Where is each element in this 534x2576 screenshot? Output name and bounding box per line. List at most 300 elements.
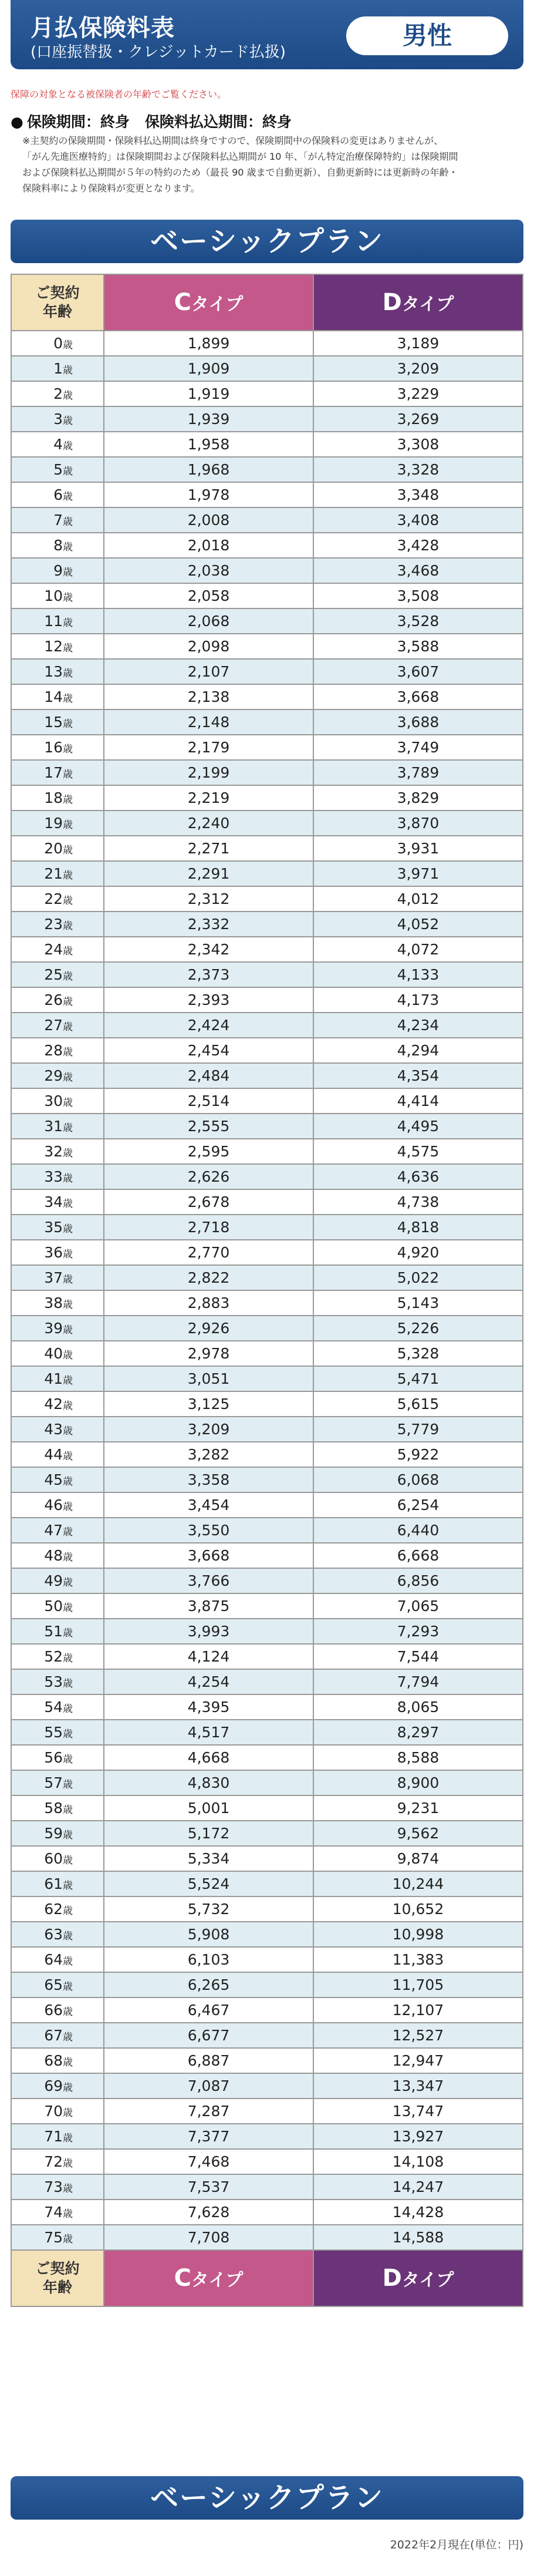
c-type-premium-cell: 2,018 bbox=[104, 533, 313, 558]
c-type-premium-cell: 2,271 bbox=[104, 836, 313, 861]
age-cell: 41歳 bbox=[11, 1366, 104, 1391]
c-type-premium-cell: 2,038 bbox=[104, 558, 313, 583]
table-row bbox=[11, 1795, 523, 1821]
c-type-premium-cell: 2,199 bbox=[104, 760, 313, 785]
age-cell: 13歳 bbox=[11, 659, 104, 684]
payment-method-subtitle: (口座振替扱・クレジットカード払扱) bbox=[31, 43, 286, 61]
table-row bbox=[11, 1316, 523, 1341]
d-type-premium-cell: 5,922 bbox=[313, 1442, 523, 1467]
table-row bbox=[11, 987, 523, 1013]
d-type-premium-cell: 4,354 bbox=[313, 1063, 523, 1088]
age-cell: 42歳 bbox=[11, 1391, 104, 1417]
d-type-premium-cell: 8,065 bbox=[313, 1694, 523, 1720]
age-cell: 14歳 bbox=[11, 684, 104, 709]
c-type-premium-cell: 5,732 bbox=[104, 1896, 313, 1922]
d-type-premium-cell: 6,440 bbox=[313, 1518, 523, 1543]
table-footer-row bbox=[11, 2250, 523, 2306]
header-panel bbox=[11, 0, 523, 69]
table-header-row bbox=[11, 274, 523, 331]
age-cell: 1歳 bbox=[11, 356, 104, 381]
table-row bbox=[11, 684, 523, 709]
table-row bbox=[11, 962, 523, 987]
c-type-premium-cell: 2,926 bbox=[104, 1316, 313, 1341]
d-type-premium-cell: 9,231 bbox=[313, 1795, 523, 1821]
c-type-premium-cell: 2,240 bbox=[104, 811, 313, 836]
table-row bbox=[11, 1694, 523, 1720]
d-type-premium-cell: 3,931 bbox=[313, 836, 523, 861]
d-type-premium-cell: 9,874 bbox=[313, 1846, 523, 1871]
d-type-premium-cell: 10,244 bbox=[313, 1871, 523, 1896]
table-row bbox=[11, 1013, 523, 1038]
table-row bbox=[11, 1947, 523, 1972]
d-type-premium-cell: 3,789 bbox=[313, 760, 523, 785]
c-type-premium-cell: 4,124 bbox=[104, 1644, 313, 1669]
d-type-premium-cell: 14,247 bbox=[313, 2174, 523, 2200]
age-cell: 56歳 bbox=[11, 1745, 104, 1770]
d-type-premium-cell: 4,234 bbox=[313, 1013, 523, 1038]
d-type-premium-cell: 14,588 bbox=[313, 2225, 523, 2250]
d-type-premium-cell: 7,794 bbox=[313, 1669, 523, 1694]
age-cell: 44歳 bbox=[11, 1442, 104, 1467]
age-cell: 54歳 bbox=[11, 1694, 104, 1720]
table-row bbox=[11, 2174, 523, 2200]
d-type-premium-cell: 3,749 bbox=[313, 735, 523, 760]
c-type-premium-cell: 2,883 bbox=[104, 1290, 313, 1316]
date-unit-note: 2022年2月現在(単位：円) bbox=[390, 2538, 523, 2551]
age-cell: 52歳 bbox=[11, 1644, 104, 1669]
age-cell: 47歳 bbox=[11, 1518, 104, 1543]
table-row bbox=[11, 1871, 523, 1896]
age-cell: 22歳 bbox=[11, 886, 104, 912]
fine-print-line: および保険料払込期間が５年の特約のため（最長 90 歳まで自動更新）、自動更新時には更新時の年齢・ bbox=[22, 167, 458, 178]
c-type-premium-cell: 3,766 bbox=[104, 1568, 313, 1593]
age-cell: 66歳 bbox=[11, 1997, 104, 2023]
table-row bbox=[11, 937, 523, 962]
plan-banner-top: ベーシックプラン bbox=[11, 220, 523, 263]
table-row bbox=[11, 2023, 523, 2048]
d-type-premium-cell: 8,900 bbox=[313, 1770, 523, 1795]
plan-banner-bottom: ベーシックプラン bbox=[11, 2476, 523, 2520]
c-type-premium-cell: 6,265 bbox=[104, 1972, 313, 1997]
d-type-premium-cell: 5,143 bbox=[313, 1290, 523, 1316]
age-cell: 37歳 bbox=[11, 1265, 104, 1290]
c-type-premium-cell: 6,887 bbox=[104, 2048, 313, 2073]
table-row bbox=[11, 861, 523, 886]
c-type-premium-cell: 7,708 bbox=[104, 2225, 313, 2250]
c-type-premium-cell: 1,899 bbox=[104, 331, 313, 356]
age-cell: 53歳 bbox=[11, 1669, 104, 1694]
d-type-premium-cell: 4,575 bbox=[313, 1139, 523, 1164]
c-type-premium-cell: 2,373 bbox=[104, 962, 313, 987]
table-row bbox=[11, 1518, 523, 1543]
d-type-premium-cell: 3,308 bbox=[313, 432, 523, 457]
d-type-premium-cell: 3,229 bbox=[313, 381, 523, 406]
table-row bbox=[11, 1770, 523, 1795]
c-type-premium-cell: 6,677 bbox=[104, 2023, 313, 2048]
c-type-premium-cell: 2,822 bbox=[104, 1265, 313, 1290]
c-type-premium-cell: 1,939 bbox=[104, 406, 313, 432]
d-type-premium-cell: 3,528 bbox=[313, 608, 523, 634]
c-type-premium-cell: 3,454 bbox=[104, 1492, 313, 1518]
c-type-premium-cell: 3,125 bbox=[104, 1391, 313, 1417]
age-cell: 9歳 bbox=[11, 558, 104, 583]
table-row bbox=[11, 1139, 523, 1164]
c-type-premium-cell: 3,209 bbox=[104, 1417, 313, 1442]
fine-print-line: ※主契約の保険期間・保険料払込期間は終身ですので、保険期間中の保険料の変更はありませんが、 bbox=[22, 135, 444, 146]
fine-print-line: 保険料率により保険料が変更となります。 bbox=[22, 183, 200, 194]
c-type-premium-cell: 2,332 bbox=[104, 912, 313, 937]
insurance-period-line bbox=[11, 110, 292, 132]
age-cell: 55歳 bbox=[11, 1720, 104, 1745]
table-row bbox=[11, 886, 523, 912]
age-cell: 18歳 bbox=[11, 785, 104, 811]
age-cell: 24歳 bbox=[11, 937, 104, 962]
c-type-premium-cell: 1,919 bbox=[104, 381, 313, 406]
age-cell: 61歳 bbox=[11, 1871, 104, 1896]
table-row bbox=[11, 659, 523, 684]
d-type-premium-cell: 13,927 bbox=[313, 2124, 523, 2149]
d-type-premium-cell: 13,347 bbox=[313, 2073, 523, 2099]
table-row bbox=[11, 406, 523, 432]
age-cell: 12歳 bbox=[11, 634, 104, 659]
table-row bbox=[11, 1846, 523, 1871]
c-type-premium-cell: 1,978 bbox=[104, 482, 313, 507]
table-row bbox=[11, 1290, 523, 1316]
age-cell: 49歳 bbox=[11, 1568, 104, 1593]
d-type-premium-cell: 10,652 bbox=[313, 1896, 523, 1922]
d-type-premium-cell: 3,688 bbox=[313, 709, 523, 735]
age-cell: 68歳 bbox=[11, 2048, 104, 2073]
age-cell: 43歳 bbox=[11, 1417, 104, 1442]
age-cell: 34歳 bbox=[11, 1189, 104, 1215]
table-row bbox=[11, 1972, 523, 1997]
table-row bbox=[11, 331, 523, 356]
d-type-premium-cell: 3,269 bbox=[313, 406, 523, 432]
c-type-premium-cell: 3,550 bbox=[104, 1518, 313, 1543]
table-row bbox=[11, 735, 523, 760]
table-row bbox=[11, 1189, 523, 1215]
table-row bbox=[11, 2200, 523, 2225]
d-type-premium-cell: 3,408 bbox=[313, 507, 523, 533]
c-type-premium-cell: 7,087 bbox=[104, 2073, 313, 2099]
table-row bbox=[11, 1366, 523, 1391]
d-type-premium-cell: 3,189 bbox=[313, 331, 523, 356]
table-row bbox=[11, 2124, 523, 2149]
table-row bbox=[11, 1038, 523, 1063]
age-cell: 7歳 bbox=[11, 507, 104, 533]
c-type-premium-cell: 2,098 bbox=[104, 634, 313, 659]
age-cell: 65歳 bbox=[11, 1972, 104, 1997]
d-type-premium-cell: 12,107 bbox=[313, 1997, 523, 2023]
age-cell: 39歳 bbox=[11, 1316, 104, 1341]
d-type-premium-cell: 10,998 bbox=[313, 1922, 523, 1947]
gender-badge: 男性 bbox=[346, 16, 508, 55]
table-row bbox=[11, 1442, 523, 1467]
age-column-header: ご契約 年齢 bbox=[11, 274, 104, 331]
age-cell: 8歳 bbox=[11, 533, 104, 558]
d-type-premium-cell: 3,829 bbox=[313, 785, 523, 811]
c-type-premium-cell: 2,454 bbox=[104, 1038, 313, 1063]
age-cell: 48歳 bbox=[11, 1543, 104, 1568]
table-row bbox=[11, 608, 523, 634]
d-type-premium-cell: 6,068 bbox=[313, 1467, 523, 1492]
table-row bbox=[11, 1417, 523, 1442]
d-type-premium-cell: 13,747 bbox=[313, 2099, 523, 2124]
age-cell: 45歳 bbox=[11, 1467, 104, 1492]
table-row bbox=[11, 1644, 523, 1669]
c-type-premium-cell: 6,103 bbox=[104, 1947, 313, 1972]
age-cell: 21歳 bbox=[11, 861, 104, 886]
d-type-premium-cell: 12,947 bbox=[313, 2048, 523, 2073]
premium-table bbox=[11, 274, 523, 2307]
table-row bbox=[11, 1492, 523, 1518]
c-type-premium-cell: 2,068 bbox=[104, 608, 313, 634]
age-cell: 17歳 bbox=[11, 760, 104, 785]
d-type-premium-cell: 9,562 bbox=[313, 1821, 523, 1846]
c-type-premium-cell: 7,287 bbox=[104, 2099, 313, 2124]
d-type-premium-cell: 5,328 bbox=[313, 1341, 523, 1366]
age-notice: 保障の対象となる被保険者の年齢でご覧ください。 bbox=[11, 89, 227, 100]
table-row bbox=[11, 1922, 523, 1947]
table-row bbox=[11, 760, 523, 785]
d-type-premium-cell: 3,209 bbox=[313, 356, 523, 381]
c-type-premium-cell: 2,718 bbox=[104, 1215, 313, 1240]
d-type-premium-cell: 11,705 bbox=[313, 1972, 523, 1997]
age-cell: 31歳 bbox=[11, 1114, 104, 1139]
c-type-premium-cell: 6,467 bbox=[104, 1997, 313, 2023]
c-type-premium-cell: 7,468 bbox=[104, 2149, 313, 2174]
c-type-premium-cell: 2,107 bbox=[104, 659, 313, 684]
c-type-premium-cell: 4,517 bbox=[104, 1720, 313, 1745]
table-row bbox=[11, 1114, 523, 1139]
table-row bbox=[11, 2073, 523, 2099]
d-type-premium-cell: 6,856 bbox=[313, 1568, 523, 1593]
table-row bbox=[11, 1745, 523, 1770]
c-type-premium-cell: 4,830 bbox=[104, 1770, 313, 1795]
bullet-icon: ● bbox=[11, 113, 23, 130]
table-row bbox=[11, 457, 523, 482]
d-type-premium-cell: 6,668 bbox=[313, 1543, 523, 1568]
age-cell: 36歳 bbox=[11, 1240, 104, 1265]
age-cell: 64歳 bbox=[11, 1947, 104, 1972]
d-type-premium-cell: 7,544 bbox=[313, 1644, 523, 1669]
d-type-premium-cell: 4,052 bbox=[313, 912, 523, 937]
table-row bbox=[11, 1467, 523, 1492]
table-row bbox=[11, 785, 523, 811]
age-cell: 62歳 bbox=[11, 1896, 104, 1922]
table-row bbox=[11, 1543, 523, 1568]
table-row bbox=[11, 533, 523, 558]
c-type-premium-cell: 7,628 bbox=[104, 2200, 313, 2225]
d-type-premium-cell: 4,173 bbox=[313, 987, 523, 1013]
age-cell: 63歳 bbox=[11, 1922, 104, 1947]
d-type-premium-cell: 5,615 bbox=[313, 1391, 523, 1417]
d-type-premium-cell: 12,527 bbox=[313, 2023, 523, 2048]
age-cell: 70歳 bbox=[11, 2099, 104, 2124]
age-cell: 59歳 bbox=[11, 1821, 104, 1846]
d-type-premium-cell: 4,414 bbox=[313, 1088, 523, 1114]
c-type-premium-cell: 2,484 bbox=[104, 1063, 313, 1088]
d-type-premium-cell: 3,668 bbox=[313, 684, 523, 709]
d-type-premium-cell: 6,254 bbox=[313, 1492, 523, 1518]
table-row bbox=[11, 1240, 523, 1265]
table-row bbox=[11, 482, 523, 507]
c-type-premium-cell: 7,377 bbox=[104, 2124, 313, 2149]
c-type-premium-cell: 3,875 bbox=[104, 1593, 313, 1619]
age-cell: 20歳 bbox=[11, 836, 104, 861]
d-type-premium-cell: 5,022 bbox=[313, 1265, 523, 1290]
d-type-premium-cell: 5,779 bbox=[313, 1417, 523, 1442]
table-row bbox=[11, 1669, 523, 1694]
table-row bbox=[11, 2048, 523, 2073]
c-type-premium-cell: 2,393 bbox=[104, 987, 313, 1013]
age-cell: 4歳 bbox=[11, 432, 104, 457]
table-row bbox=[11, 811, 523, 836]
age-cell: 3歳 bbox=[11, 406, 104, 432]
c-type-premium-cell: 5,908 bbox=[104, 1922, 313, 1947]
age-cell: 26歳 bbox=[11, 987, 104, 1013]
table-row bbox=[11, 709, 523, 735]
table-row bbox=[11, 432, 523, 457]
age-cell: 28歳 bbox=[11, 1038, 104, 1063]
c-type-premium-cell: 4,254 bbox=[104, 1669, 313, 1694]
d-type-premium-cell: 3,428 bbox=[313, 533, 523, 558]
age-cell: 38歳 bbox=[11, 1290, 104, 1316]
table-row bbox=[11, 1341, 523, 1366]
fine-print-line: 「がん先進医療特約」は保険期間および保険料払込期間が 10 年、「がん特定治療保障特約」は保険期間 bbox=[22, 151, 458, 162]
c-type-premium-cell: 2,555 bbox=[104, 1114, 313, 1139]
table-row bbox=[11, 634, 523, 659]
age-cell: 60歳 bbox=[11, 1846, 104, 1871]
d-type-premium-cell: 3,468 bbox=[313, 558, 523, 583]
c-type-premium-cell: 2,312 bbox=[104, 886, 313, 912]
age-cell: 73歳 bbox=[11, 2174, 104, 2200]
insurance-period: 保険期間：終身 bbox=[26, 113, 130, 130]
age-cell: 35歳 bbox=[11, 1215, 104, 1240]
d-type-column-header: Dタイプ bbox=[313, 274, 523, 331]
age-cell: 2歳 bbox=[11, 381, 104, 406]
table-row bbox=[11, 1593, 523, 1619]
c-type-premium-cell: 2,424 bbox=[104, 1013, 313, 1038]
d-type-premium-cell: 7,065 bbox=[313, 1593, 523, 1619]
c-type-premium-cell: 3,282 bbox=[104, 1442, 313, 1467]
table-row bbox=[11, 1088, 523, 1114]
c-type-premium-cell: 2,148 bbox=[104, 709, 313, 735]
c-type-premium-cell: 3,993 bbox=[104, 1619, 313, 1644]
c-type-premium-cell: 2,595 bbox=[104, 1139, 313, 1164]
c-type-premium-cell: 2,342 bbox=[104, 937, 313, 962]
c-type-premium-cell: 2,514 bbox=[104, 1088, 313, 1114]
table-row bbox=[11, 507, 523, 533]
d-type-premium-cell: 4,636 bbox=[313, 1164, 523, 1189]
table-row bbox=[11, 1164, 523, 1189]
c-type-premium-cell: 2,058 bbox=[104, 583, 313, 608]
c-type-premium-cell: 5,172 bbox=[104, 1821, 313, 1846]
table-row bbox=[11, 1063, 523, 1088]
age-cell: 46歳 bbox=[11, 1492, 104, 1518]
table-row bbox=[11, 2225, 523, 2250]
table-row bbox=[11, 912, 523, 937]
age-cell: 0歳 bbox=[11, 331, 104, 356]
c-type-premium-cell: 5,001 bbox=[104, 1795, 313, 1821]
c-type-premium-cell: 1,958 bbox=[104, 432, 313, 457]
d-type-premium-cell: 4,012 bbox=[313, 886, 523, 912]
table-row bbox=[11, 583, 523, 608]
d-type-premium-cell: 3,348 bbox=[313, 482, 523, 507]
table-row bbox=[11, 2099, 523, 2124]
table-row bbox=[11, 381, 523, 406]
c-type-premium-cell: 2,770 bbox=[104, 1240, 313, 1265]
d-type-premium-cell: 3,328 bbox=[313, 457, 523, 482]
c-type-premium-cell: 5,334 bbox=[104, 1846, 313, 1871]
d-type-premium-cell: 4,072 bbox=[313, 937, 523, 962]
d-type-premium-cell: 3,971 bbox=[313, 861, 523, 886]
c-type-premium-cell: 2,291 bbox=[104, 861, 313, 886]
table-row bbox=[11, 1619, 523, 1644]
c-type-premium-cell: 1,909 bbox=[104, 356, 313, 381]
d-type-column-footer: Dタイプ bbox=[313, 2250, 523, 2306]
d-type-premium-cell: 3,607 bbox=[313, 659, 523, 684]
c-type-premium-cell: 7,537 bbox=[104, 2174, 313, 2200]
age-cell: 40歳 bbox=[11, 1341, 104, 1366]
age-cell: 27歳 bbox=[11, 1013, 104, 1038]
age-column-footer: ご契約 年齢 bbox=[11, 2250, 104, 2306]
table-row bbox=[11, 1720, 523, 1745]
c-type-premium-cell: 2,978 bbox=[104, 1341, 313, 1366]
d-type-premium-cell: 7,293 bbox=[313, 1619, 523, 1644]
table-row bbox=[11, 1997, 523, 2023]
age-cell: 15歳 bbox=[11, 709, 104, 735]
age-cell: 5歳 bbox=[11, 457, 104, 482]
d-type-premium-cell: 8,297 bbox=[313, 1720, 523, 1745]
table-row bbox=[11, 356, 523, 381]
age-cell: 10歳 bbox=[11, 583, 104, 608]
table-row bbox=[11, 1265, 523, 1290]
age-cell: 58歳 bbox=[11, 1795, 104, 1821]
age-cell: 23歳 bbox=[11, 912, 104, 937]
d-type-premium-cell: 3,870 bbox=[313, 811, 523, 836]
age-cell: 19歳 bbox=[11, 811, 104, 836]
d-type-premium-cell: 4,738 bbox=[313, 1189, 523, 1215]
d-type-premium-cell: 11,383 bbox=[313, 1947, 523, 1972]
table-row bbox=[11, 1568, 523, 1593]
c-type-premium-cell: 3,668 bbox=[104, 1543, 313, 1568]
table-row bbox=[11, 558, 523, 583]
d-type-premium-cell: 14,108 bbox=[313, 2149, 523, 2174]
c-type-column-footer: Cタイプ bbox=[104, 2250, 313, 2306]
age-cell: 29歳 bbox=[11, 1063, 104, 1088]
c-type-premium-cell: 2,678 bbox=[104, 1189, 313, 1215]
d-type-premium-cell: 4,133 bbox=[313, 962, 523, 987]
premium-table-container bbox=[11, 274, 523, 2307]
d-type-premium-cell: 5,226 bbox=[313, 1316, 523, 1341]
c-type-premium-cell: 4,668 bbox=[104, 1745, 313, 1770]
age-cell: 6歳 bbox=[11, 482, 104, 507]
d-type-premium-cell: 4,920 bbox=[313, 1240, 523, 1265]
d-type-premium-cell: 4,294 bbox=[313, 1038, 523, 1063]
age-cell: 50歳 bbox=[11, 1593, 104, 1619]
age-cell: 32歳 bbox=[11, 1139, 104, 1164]
age-cell: 33歳 bbox=[11, 1164, 104, 1189]
age-cell: 67歳 bbox=[11, 2023, 104, 2048]
age-cell: 30歳 bbox=[11, 1088, 104, 1114]
c-type-premium-cell: 2,219 bbox=[104, 785, 313, 811]
d-type-premium-cell: 4,495 bbox=[313, 1114, 523, 1139]
d-type-premium-cell: 3,588 bbox=[313, 634, 523, 659]
age-cell: 71歳 bbox=[11, 2124, 104, 2149]
table-row bbox=[11, 1215, 523, 1240]
age-cell: 25歳 bbox=[11, 962, 104, 987]
